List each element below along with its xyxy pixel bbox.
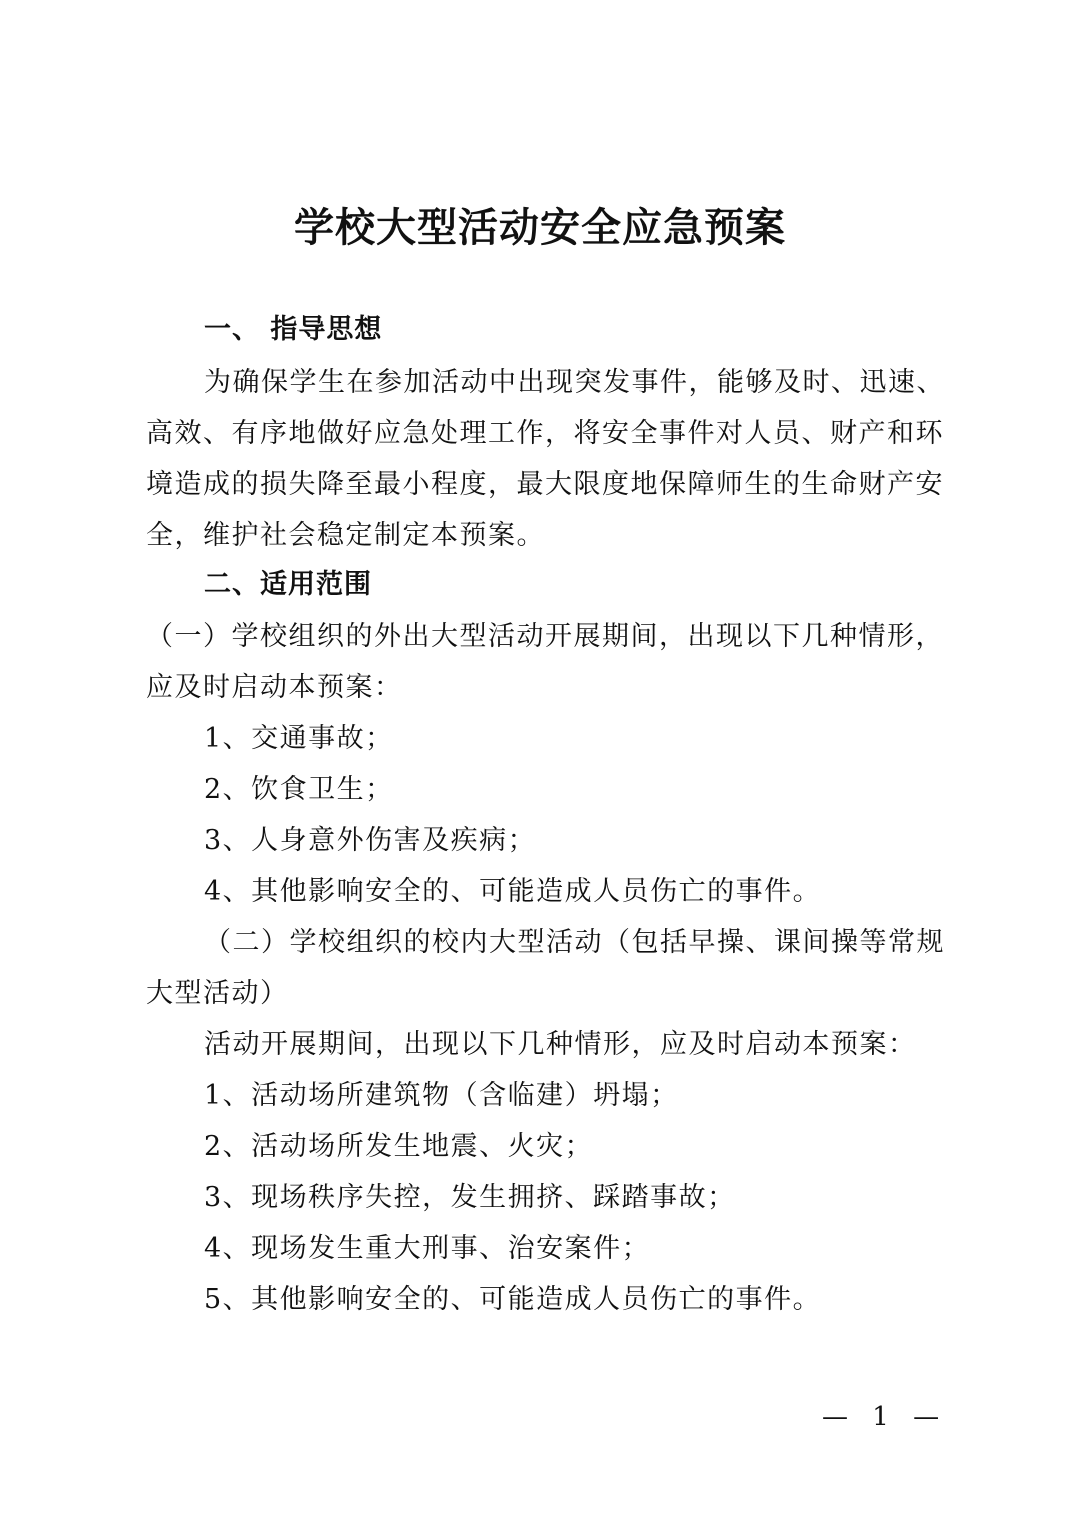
subsection-line: （二）学校组织的校内大型活动（包括早操、课间操等常规 — [204, 927, 945, 958]
page-number: — 1 — — [822, 1402, 948, 1432]
paragraph-line: 境造成的损失降至最小程度，最大限度地保障师生的生命财产安 — [146, 469, 944, 500]
section-heading-guiding-ideology: 一、 指导思想 — [204, 314, 383, 345]
list-item: 1、交通事故； — [204, 723, 394, 754]
subsection-line: 大型活动） — [146, 978, 289, 1009]
paragraph-line: 全，维护社会稳定制定本预案。 — [146, 520, 545, 551]
list-item: 2、饮食卫生； — [204, 774, 394, 805]
list-item: 3、现场秩序失控，发生拥挤、踩踏事故； — [204, 1182, 736, 1213]
list-item: 4、现场发生重大刑事、治安案件； — [204, 1233, 651, 1264]
subsection-line: 活动开展期间，出现以下几种情形，应及时启动本预案： — [204, 1029, 917, 1060]
list-item: 1、活动场所建筑物（含临建）坍塌； — [204, 1080, 679, 1111]
subsection-line: 应及时启动本预案： — [146, 672, 403, 703]
paragraph-line: 为确保学生在参加活动中出现突发事件，能够及时、迅速、 — [204, 367, 945, 398]
document-title: 学校大型活动安全应急预案 — [294, 204, 786, 251]
subsection-line: （一）学校组织的外出大型活动开展期间，出现以下几种情形， — [146, 621, 944, 652]
paragraph-line: 高效、有序地做好应急处理工作，将安全事件对人员、财产和环 — [146, 418, 944, 449]
list-item: 4、其他影响安全的、可能造成人员伤亡的事件。 — [204, 876, 822, 907]
list-item: 5、其他影响安全的、可能造成人员伤亡的事件。 — [204, 1284, 822, 1315]
list-item: 2、活动场所发生地震、火灾； — [204, 1131, 594, 1162]
list-item: 3、人身意外伤害及疾病； — [204, 825, 537, 856]
section-heading-scope: 二、适用范围 — [204, 569, 372, 600]
